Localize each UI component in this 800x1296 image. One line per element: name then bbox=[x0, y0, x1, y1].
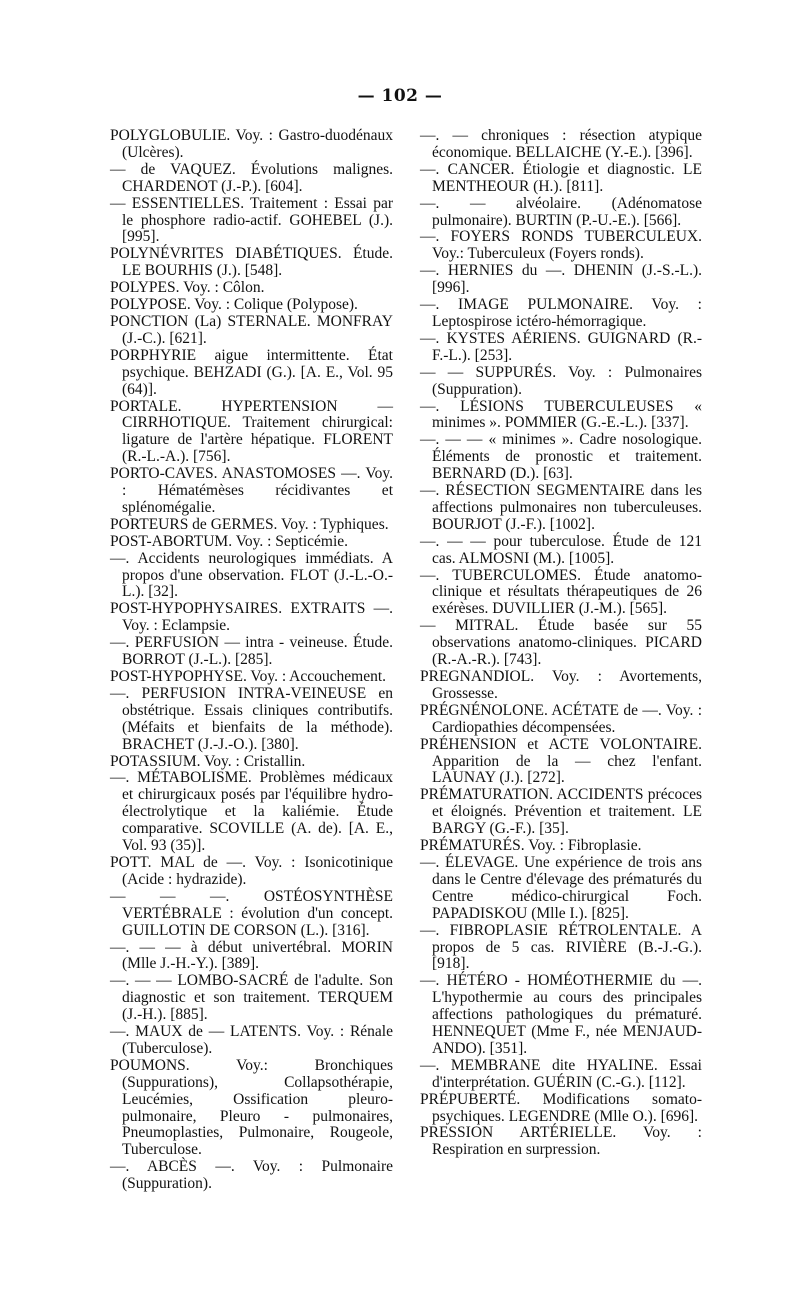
index-column-right bbox=[420, 128, 702, 1159]
index-entry: POLYPOSE. Voy. : Colique (Polypose). bbox=[110, 296, 358, 314]
index-entry: PORTALE. HYPERTENSION — CIRRHOTIQUE. Traitement chirurgical: ligature de l'artère hépatique. FLORENT (R.-L.-A.). [756]. bbox=[110, 397, 393, 466]
index-entry: —. FIBROPLASIE RÉTROLENTALE. A propos de 5 cas. RIVIÈRE (B.-J.-G.). [918]. bbox=[420, 921, 702, 973]
index-entry: PRÉGNÉNOLONE. ACÉTATE de —. Voy. : Cardiopathies décompensées. bbox=[420, 701, 702, 736]
index-entry: —. — — pour tuberculose. Étude de 121 cas. ALMOSNI (M.). [1005]. bbox=[420, 532, 702, 567]
index-entry: —. MAUX de — LATENTS. Voy. : Rénale (Tuberculose). bbox=[110, 1023, 393, 1057]
index-entry: POLYPES. Voy. : Côlon. bbox=[110, 279, 265, 297]
index-entry: —. HÉTÉRO - HOMÉOTHERMIE du —. L'hypothermie au cours des principales affections pathologiques du prématuré. HENNEQUET (Mme F., née MENJAUD-ANDO). [351]. bbox=[420, 972, 702, 1057]
index-entry: —. — — à début univertébral. MORIN (Mlle J.-H.-Y.). [389]. bbox=[110, 938, 393, 973]
index-entry: PRESSION ARTÉRIELLE. Voy. : Respiration en surpression. bbox=[420, 1124, 702, 1159]
index-entry: —. — — LOMBO-SACRÉ de l'adulte. Son diagnostic et son traitement. TERQUEM (J.-H.). [885]. bbox=[110, 972, 393, 1024]
index-entry: —. FOYERS RONDS TUBERCULEUX. Voy.: Tuberculeux (Foyers ronds). bbox=[420, 228, 702, 263]
index-entry: —. Accidents neurologiques immédiats. A propos d'une observation. FLOT (J.-L.-O.-L.). [32]. bbox=[110, 549, 393, 601]
index-entry: POLYGLOBULIE. Voy. : Gastro-duodénaux (Ulcères). bbox=[110, 127, 393, 161]
index-entry: —. TUBERCULOMES. Étude anatomo-clinique et résultats thérapeutiques de 26 exérèses. DUVILLIER (J.-M.). [565]. bbox=[420, 566, 702, 618]
index-entry: PRÉPUBERTÉ. Modifications somato-psychiques. LEGENDRE (Mlle O.). [696]. bbox=[420, 1090, 702, 1125]
index-entry: —. ABCÈS —. Voy. : Pulmonaire (Suppuration). bbox=[110, 1158, 393, 1193]
index-entry: POST-HYPOPHYSAIRES. EXTRAITS —. Voy. : Eclampsie. bbox=[110, 600, 393, 635]
index-entry: POTASSIUM. Voy. : Cristallin. bbox=[110, 752, 306, 770]
index-entry: PRÉMATURÉS. Voy. : Fibroplasie. bbox=[420, 837, 642, 855]
index-entry: — — SUPPURÉS. Voy. : Pulmonaires (Suppuration). bbox=[420, 363, 702, 398]
index-entry: —. MÉTABOLISME. Problèmes médicaux et chirurgicaux posés par l'équilibre hydro-électrolytique et la kaliémie. Étude comparative. SCOVILLE (A. de). [A. E., Vol. 93 (35)]. bbox=[110, 769, 393, 855]
index-entry: POTT. MAL de —. Voy. : Isonicotinique (Acide : hydrazide). bbox=[110, 853, 393, 888]
index-entry: PORPHYRIE aigue intermittente. État psychique. BEHZADI (G.). [A. E., Vol. 95 (64)]. bbox=[110, 346, 393, 398]
index-entry: —. RÉSECTION SEGMENTAIRE dans les affections pulmonaires non tuberculeuses. BOURJOT (J.-F.). [1002]. bbox=[420, 482, 702, 533]
index-entry: — ESSENTIELLES. Traitement : Essai par le phosphore radio-actif. GOHEBEL (J.). [995]. bbox=[110, 194, 393, 246]
index-entry: —. LÉSIONS TUBERCULEUSES « minimes ». POMMIER (G.-E.-L.). [337]. bbox=[420, 397, 702, 432]
index-entry: —. KYSTES AÉRIENS. GUIGNARD (R.-F.-L.). [253]. bbox=[420, 329, 702, 364]
index-entry: — MITRAL. Étude basée sur 55 observations anatomo-cliniques. PICARD (R.-A.-R.). [743]. bbox=[420, 617, 702, 669]
index-entry: —. — alvéolaire. (Adénomatose pulmonaire). BURTIN (P.-U.-E.). [566]. bbox=[420, 194, 702, 229]
index-column-left bbox=[110, 128, 393, 1193]
index-entry: POUMONS. Voy.: Bronchiques (Suppurations), Collapsothérapie, Leucémies, Ossification pleuro-pulmonaire, Pleuro - pulmonaires, Pneumoplasties, Pulmonaire, Rougeole, Tuberculose. bbox=[110, 1056, 393, 1159]
page-number: — 102 — bbox=[357, 86, 443, 106]
index-entry: PORTO-CAVES. ANASTOMOSES —. Voy. : Hématémèses récidivantes et splénomégalie. bbox=[110, 465, 393, 516]
index-entry: POLYNÉVRITES DIABÉTIQUES. Étude. LE BOURHIS (J.). [548]. bbox=[110, 245, 393, 280]
index-entry: PONCTION (La) STERNALE. MONFRAY (J.-C.). [621]. bbox=[110, 312, 393, 347]
index-entry: —. ÉLEVAGE. Une expérience de trois ans dans le Centre d'élevage des prématurés du Centre médico-chirurgical Foch. PAPADISKOU (Mlle I.). [825]. bbox=[420, 853, 702, 922]
index-entry: PREGNANDIOL. Voy. : Avortements, Grossesse. bbox=[420, 668, 702, 702]
index-entry: —. IMAGE PULMONAIRE. Voy. : Leptospirose ictéro-hémorragique. bbox=[420, 296, 702, 330]
index-entry: —. PERFUSION — intra - veineuse. Étude. BORROT (J.-L.). [285]. bbox=[110, 634, 393, 669]
index-entry: —. — chroniques : résection atypique économique. BELLAICHE (Y.-E.). [396]. bbox=[420, 127, 702, 161]
index-entry: — — —. OSTÉOSYNTHÈSE VERTÉBRALE : évolution d'un concept. GUILLOTIN DE CORSON (L.). [316]. bbox=[110, 887, 393, 939]
index-entry: PORTEURS de GERMES. Voy. : Typhiques. bbox=[110, 515, 389, 533]
index-entry: POST-HYPOPHYSE. Voy. : Accouchement. bbox=[110, 668, 387, 685]
index-entry: —. CANCER. Étiologie et diagnostic. LE MENTHEOUR (H.). [811]. bbox=[420, 160, 702, 195]
index-entry: —. MEMBRANE dite HYALINE. Essai d'interprétation. GUÉRIN (C.-G.). [112]. bbox=[420, 1056, 702, 1091]
index-entry: POST-ABORTUM. Voy. : Septicémie. bbox=[110, 532, 349, 550]
index-entry: PRÉMATURATION. ACCIDENTS précoces et éloignés. Prévention et traitement. LE BARGY (G.-F.). [35]. bbox=[420, 786, 702, 838]
index-entry: — de VAQUEZ. Évolutions malignes. CHARDENOT (J.-P.). [604]. bbox=[110, 160, 393, 195]
index-entry: —. HERNIES du —. DHENIN (J.-S.-L.). [996]. bbox=[420, 262, 702, 297]
index-entry: —. PERFUSION INTRA-VEINEUSE en obstétrique. Essais cliniques contributifs. (Méfaits et bienfaits de la méthode). BRACHET (J.-J.-O.). [380]. bbox=[110, 684, 393, 753]
index-entry: —. — — « minimes ». Cadre nosologique. Éléments de pronostic et traitement. BERNARD (D.). [63]. bbox=[420, 431, 702, 483]
index-entry: PRÉHENSION et ACTE VOLONTAIRE. Apparition de la — chez l'enfant. LAUNAY (J.). [272]. bbox=[420, 735, 702, 787]
